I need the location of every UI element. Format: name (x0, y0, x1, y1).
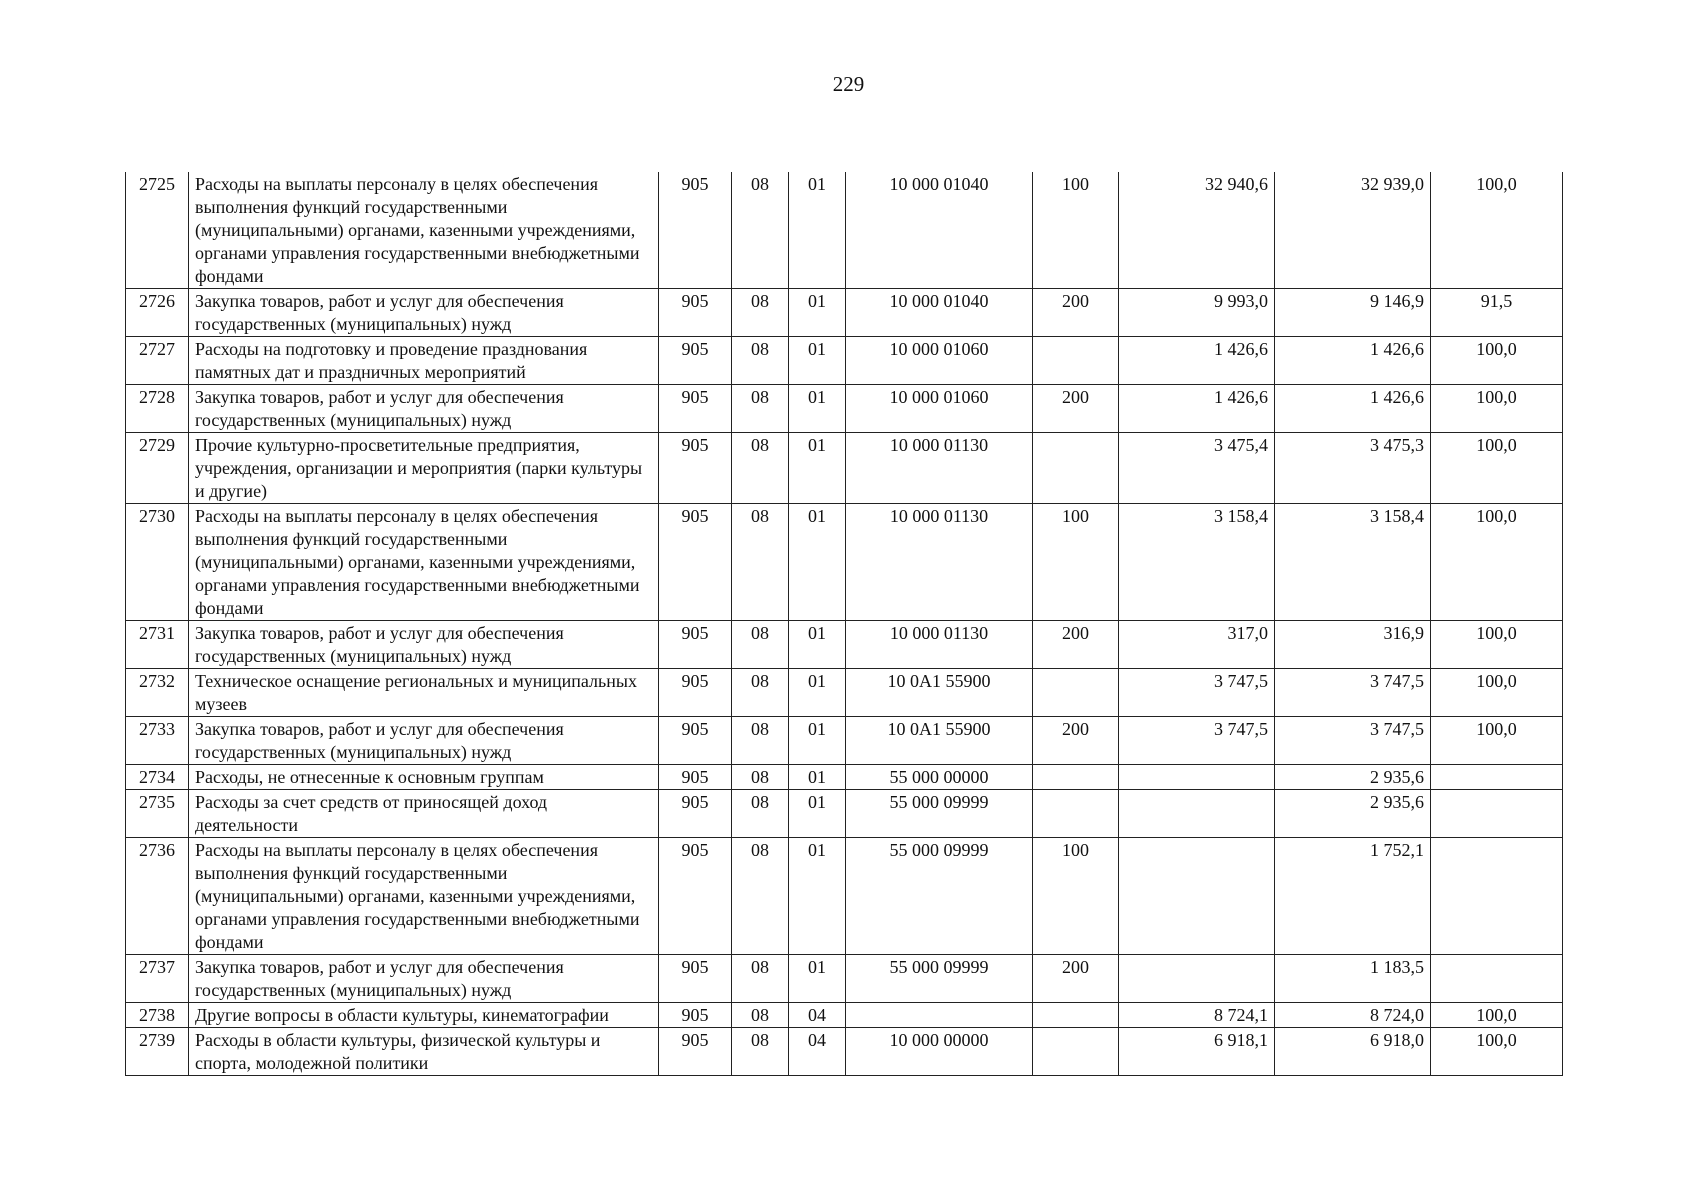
expense-name: Закупка товаров, работ и услуг для обеспечения государственных (муниципальных) нужд (189, 289, 659, 337)
section-code: 08 (732, 717, 789, 765)
row-number: 2725 (126, 172, 189, 289)
target-article-code: 10 000 01060 (846, 385, 1033, 433)
target-article-code: 10 0А1 55900 (846, 717, 1033, 765)
target-article-code: 10 000 01040 (846, 289, 1033, 337)
expense-name: Другие вопросы в области культуры, кинематографии (189, 1003, 659, 1028)
actual-amount: 8 724,0 (1275, 1003, 1431, 1028)
department-code: 905 (659, 385, 732, 433)
execution-percent (1431, 765, 1563, 790)
expense-type-code (1033, 790, 1119, 838)
actual-amount: 1 426,6 (1275, 337, 1431, 385)
expense-name: Расходы на выплаты персоналу в целях обеспечения выполнения функций государственными (муниципальными) органами, казенными учреждениями, органами управления государственными внебюджетными фондами (189, 504, 659, 621)
subsection-code: 01 (789, 504, 846, 621)
section-code: 08 (732, 1028, 789, 1076)
expense-type-code (1033, 1003, 1119, 1028)
expense-name: Закупка товаров, работ и услуг для обеспечения государственных (муниципальных) нужд (189, 385, 659, 433)
budget-table (125, 172, 1563, 1076)
execution-percent: 100,0 (1431, 1028, 1563, 1076)
department-code: 905 (659, 621, 732, 669)
planned-amount (1119, 790, 1275, 838)
table-row (126, 337, 1563, 385)
section-code: 08 (732, 1003, 789, 1028)
actual-amount: 2 935,6 (1275, 765, 1431, 790)
section-code: 08 (732, 504, 789, 621)
execution-percent: 100,0 (1431, 385, 1563, 433)
execution-percent (1431, 790, 1563, 838)
expense-name: Расходы в области культуры, физической культуры и спорта, молодежной политики (189, 1028, 659, 1076)
table-row (126, 838, 1563, 955)
department-code: 905 (659, 504, 732, 621)
expense-type-code: 200 (1033, 717, 1119, 765)
department-code: 905 (659, 1003, 732, 1028)
table-row (126, 289, 1563, 337)
execution-percent: 100,0 (1431, 621, 1563, 669)
section-code: 08 (732, 433, 789, 504)
target-article-code: 55 000 09999 (846, 955, 1033, 1003)
section-code: 08 (732, 172, 789, 289)
expense-name: Расходы на подготовку и проведение празднования памятных дат и праздничных мероприятий (189, 337, 659, 385)
row-number: 2730 (126, 504, 189, 621)
department-code: 905 (659, 765, 732, 790)
table-row (126, 172, 1563, 289)
actual-amount: 3 475,3 (1275, 433, 1431, 504)
actual-amount: 1 752,1 (1275, 838, 1431, 955)
row-number: 2727 (126, 337, 189, 385)
subsection-code: 01 (789, 337, 846, 385)
subsection-code: 04 (789, 1003, 846, 1028)
execution-percent: 100,0 (1431, 717, 1563, 765)
expense-name: Закупка товаров, работ и услуг для обеспечения государственных (муниципальных) нужд (189, 717, 659, 765)
target-article-code: 10 0А1 55900 (846, 669, 1033, 717)
actual-amount: 2 935,6 (1275, 790, 1431, 838)
row-number: 2729 (126, 433, 189, 504)
subsection-code: 01 (789, 955, 846, 1003)
row-number: 2738 (126, 1003, 189, 1028)
expense-type-code: 100 (1033, 504, 1119, 621)
execution-percent: 100,0 (1431, 433, 1563, 504)
department-code: 905 (659, 955, 732, 1003)
department-code: 905 (659, 717, 732, 765)
execution-percent (1431, 955, 1563, 1003)
expense-type-code: 200 (1033, 621, 1119, 669)
target-article-code: 10 000 01130 (846, 433, 1033, 504)
expense-type-code: 100 (1033, 838, 1119, 955)
section-code: 08 (732, 838, 789, 955)
subsection-code: 01 (789, 717, 846, 765)
section-code: 08 (732, 289, 789, 337)
table-row (126, 385, 1563, 433)
target-article-code: 10 000 01130 (846, 621, 1033, 669)
department-code: 905 (659, 790, 732, 838)
planned-amount: 32 940,6 (1119, 172, 1275, 289)
expense-type-code: 200 (1033, 385, 1119, 433)
table-row (126, 1003, 1563, 1028)
section-code: 08 (732, 621, 789, 669)
execution-percent: 100,0 (1431, 172, 1563, 289)
target-article-code: 55 000 09999 (846, 790, 1033, 838)
subsection-code: 04 (789, 1028, 846, 1076)
page-number: 229 (832, 72, 865, 96)
execution-percent (1431, 838, 1563, 955)
row-number: 2737 (126, 955, 189, 1003)
row-number: 2732 (126, 669, 189, 717)
execution-percent: 91,5 (1431, 289, 1563, 337)
subsection-code: 01 (789, 433, 846, 504)
actual-amount: 1 426,6 (1275, 385, 1431, 433)
subsection-code: 01 (789, 838, 846, 955)
table-row (126, 790, 1563, 838)
execution-percent: 100,0 (1431, 1003, 1563, 1028)
planned-amount: 9 993,0 (1119, 289, 1275, 337)
planned-amount: 1 426,6 (1119, 385, 1275, 433)
actual-amount: 3 158,4 (1275, 504, 1431, 621)
expense-name: Расходы на выплаты персоналу в целях обеспечения выполнения функций государственными (муниципальными) органами, казенными учреждениями, органами управления государственными внебюджетными фондами (189, 838, 659, 955)
planned-amount: 8 724,1 (1119, 1003, 1275, 1028)
table-row (126, 765, 1563, 790)
expense-name: Техническое оснащение региональных и муниципальных музеев (189, 669, 659, 717)
row-number: 2728 (126, 385, 189, 433)
actual-amount: 1 183,5 (1275, 955, 1431, 1003)
table-row (126, 669, 1563, 717)
department-code: 905 (659, 289, 732, 337)
subsection-code: 01 (789, 790, 846, 838)
subsection-code: 01 (789, 669, 846, 717)
expense-type-code (1033, 337, 1119, 385)
target-article-code (846, 1003, 1033, 1028)
department-code: 905 (659, 669, 732, 717)
department-code: 905 (659, 1028, 732, 1076)
execution-percent: 100,0 (1431, 504, 1563, 621)
expense-type-code: 200 (1033, 289, 1119, 337)
table-row (126, 504, 1563, 621)
expense-type-code (1033, 669, 1119, 717)
row-number: 2734 (126, 765, 189, 790)
subsection-code: 01 (789, 765, 846, 790)
target-article-code: 10 000 00000 (846, 1028, 1033, 1076)
actual-amount: 316,9 (1275, 621, 1431, 669)
row-number: 2726 (126, 289, 189, 337)
subsection-code: 01 (789, 385, 846, 433)
department-code: 905 (659, 337, 732, 385)
expense-type-code (1033, 433, 1119, 504)
actual-amount: 32 939,0 (1275, 172, 1431, 289)
target-article-code: 10 000 01060 (846, 337, 1033, 385)
budget-table-body (126, 172, 1563, 1076)
section-code: 08 (732, 765, 789, 790)
row-number: 2733 (126, 717, 189, 765)
table-row (126, 621, 1563, 669)
section-code: 08 (732, 955, 789, 1003)
planned-amount: 3 475,4 (1119, 433, 1275, 504)
execution-percent: 100,0 (1431, 337, 1563, 385)
expense-name: Расходы за счет средств от приносящей доход деятельности (189, 790, 659, 838)
subsection-code: 01 (789, 621, 846, 669)
planned-amount: 6 918,1 (1119, 1028, 1275, 1076)
section-code: 08 (732, 385, 789, 433)
expense-name: Закупка товаров, работ и услуг для обеспечения государственных (муниципальных) нужд (189, 955, 659, 1003)
row-number: 2736 (126, 838, 189, 955)
section-code: 08 (732, 337, 789, 385)
target-article-code: 55 000 09999 (846, 838, 1033, 955)
table-row (126, 717, 1563, 765)
target-article-code: 10 000 01130 (846, 504, 1033, 621)
expense-name: Расходы, не отнесенные к основным группам (189, 765, 659, 790)
target-article-code: 55 000 00000 (846, 765, 1033, 790)
table-row (126, 955, 1563, 1003)
table-row (126, 1028, 1563, 1076)
row-number: 2735 (126, 790, 189, 838)
expense-name: Закупка товаров, работ и услуг для обеспечения государственных (муниципальных) нужд (189, 621, 659, 669)
department-code: 905 (659, 838, 732, 955)
expense-type-code (1033, 765, 1119, 790)
subsection-code: 01 (789, 289, 846, 337)
planned-amount: 3 747,5 (1119, 717, 1275, 765)
planned-amount (1119, 838, 1275, 955)
table-row (126, 433, 1563, 504)
row-number: 2739 (126, 1028, 189, 1076)
planned-amount (1119, 955, 1275, 1003)
section-code: 08 (732, 669, 789, 717)
department-code: 905 (659, 433, 732, 504)
planned-amount: 3 747,5 (1119, 669, 1275, 717)
actual-amount: 9 146,9 (1275, 289, 1431, 337)
subsection-code: 01 (789, 172, 846, 289)
planned-amount: 1 426,6 (1119, 337, 1275, 385)
expense-type-code (1033, 1028, 1119, 1076)
target-article-code: 10 000 01040 (846, 172, 1033, 289)
planned-amount (1119, 765, 1275, 790)
department-code: 905 (659, 172, 732, 289)
expense-name: Прочие культурно-просветительные предприятия, учреждения, организации и мероприятия (парки культуры и другие) (189, 433, 659, 504)
execution-percent: 100,0 (1431, 669, 1563, 717)
expense-type-code: 100 (1033, 172, 1119, 289)
expense-name: Расходы на выплаты персоналу в целях обеспечения выполнения функций государственными (муниципальными) органами, казенными учреждениями, органами управления государственными внебюджетными фондами (189, 172, 659, 289)
expense-type-code: 200 (1033, 955, 1119, 1003)
row-number: 2731 (126, 621, 189, 669)
actual-amount: 3 747,5 (1275, 669, 1431, 717)
planned-amount: 317,0 (1119, 621, 1275, 669)
actual-amount: 6 918,0 (1275, 1028, 1431, 1076)
planned-amount: 3 158,4 (1119, 504, 1275, 621)
section-code: 08 (732, 790, 789, 838)
actual-amount: 3 747,5 (1275, 717, 1431, 765)
